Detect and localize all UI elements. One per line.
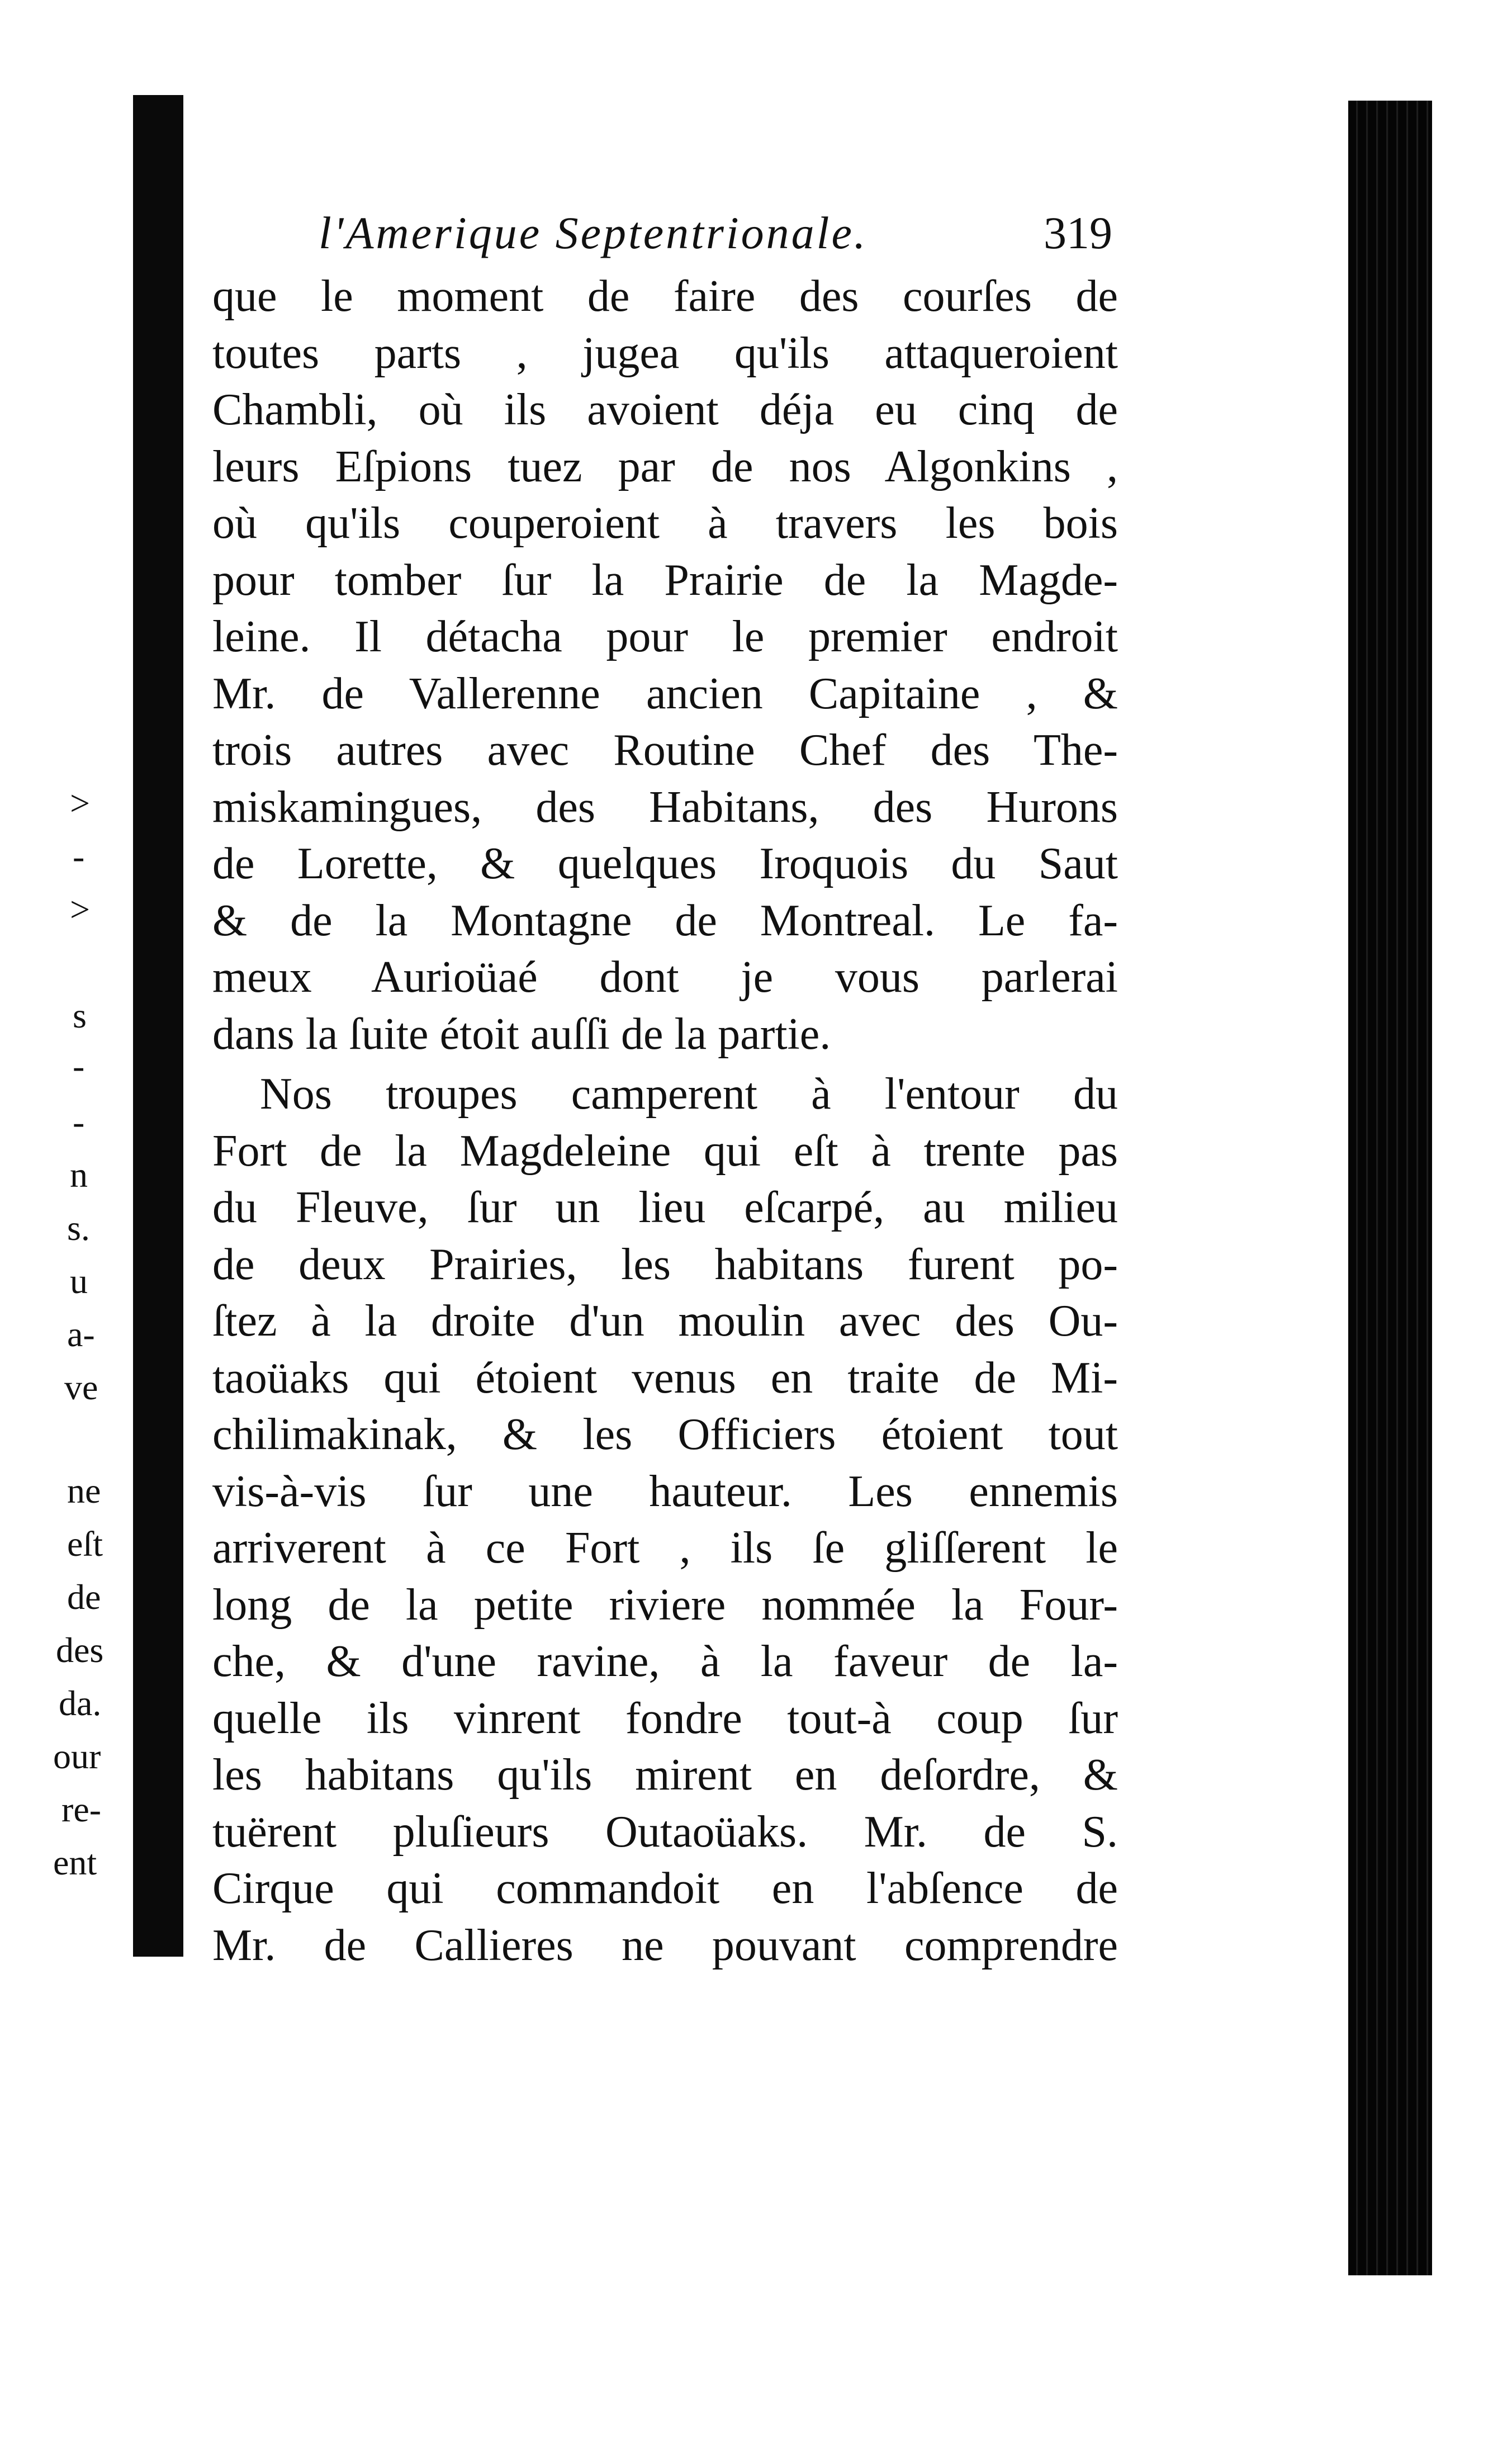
text-line: les habitans qu'ils mirent en deſordre, &: [212, 1750, 1118, 1800]
text-line: pour tomber ſur la Prairie de la Magde-: [212, 555, 1118, 605]
text-line: toutes parts , jugea qu'ils attaqueroient: [212, 328, 1118, 378]
margin-fragment: ne: [67, 1471, 101, 1511]
margin-fragment: -: [73, 836, 85, 876]
margin-fragment: ve: [64, 1367, 98, 1407]
paragraph: [212, 268, 1118, 1063]
text-line: leurs Eſpions tuez par de nos Algonkins ,: [212, 442, 1118, 491]
margin-fragment: a-: [67, 1314, 95, 1354]
text-line: Chambli, où ils avoient déja eu cinq de: [212, 385, 1118, 434]
body-text: [212, 268, 1118, 1974]
text-line: ſtez à la droite d'un moulin avec des Ou-: [212, 1296, 1118, 1346]
page-number: 319: [1044, 207, 1112, 258]
text-line: du Fleuve, ſur un lieu eſcarpé, au milieu: [212, 1183, 1118, 1232]
right-binding-shadow: [1348, 101, 1432, 2275]
margin-fragment: n: [70, 1155, 88, 1195]
text-line: de Lorette, & quelques Iroquois du Saut: [212, 839, 1118, 888]
running-title: l'Amerique Septentrionale.: [319, 207, 868, 258]
book-page: [212, 207, 1118, 1974]
text-line: miskamingues, des Habitans, des Hurons: [212, 782, 1118, 832]
margin-fragment: s.: [67, 1208, 90, 1248]
text-line: meux Aurioüaé dont je vous parlerai: [212, 953, 1118, 1002]
margin-fragment: >: [70, 889, 91, 929]
text-line: taoüaks qui étoient venus en traite de Mi-: [212, 1353, 1118, 1403]
text-line: où qu'ils couperoient à travers les bois: [212, 499, 1118, 548]
paragraph: [212, 1066, 1118, 1974]
text-line: arriverent à ce Fort , ils ſe gliſſerent le: [212, 1523, 1118, 1573]
text-line: leine. Il détacha pour le premier endroit: [212, 612, 1118, 661]
text-line: quelle ils vinrent fondre tout-à coup ſur: [212, 1693, 1118, 1743]
text-line: trois autres avec Routine Chef des The-: [212, 726, 1118, 775]
text-line: chilimakinak, & les Officiers étoient tout: [212, 1410, 1118, 1459]
text-line: Nos troupes camperent à l'entour du: [260, 1069, 1118, 1119]
text-line: que le moment de faire des courſes de: [212, 272, 1118, 321]
text-line: & de la Montagne de Montreal. Le fa-: [212, 896, 1118, 945]
running-header: [212, 207, 1118, 268]
margin-fragment: our: [53, 1736, 101, 1776]
margin-fragment: >: [70, 783, 91, 823]
margin-fragment: de: [67, 1577, 101, 1617]
margin-fragment: des: [56, 1630, 104, 1670]
margin-fragment: da.: [59, 1683, 102, 1723]
text-line: vis-à-vis ſur une hauteur. Les ennemis: [212, 1466, 1118, 1516]
margin-fragment: -: [73, 1046, 85, 1086]
margin-fragment: s: [73, 996, 87, 1035]
text-line: Mr. de Vallerenne ancien Capitaine , &: [212, 669, 1118, 718]
text-line: Mr. de Callieres ne pouvant comprendre: [212, 1920, 1118, 1970]
text-line: de deux Prairies, les habitans furent po-: [212, 1239, 1118, 1289]
margin-fragment: ent: [53, 1843, 97, 1882]
margin-fragment: eſt: [67, 1524, 103, 1564]
text-line: tuërent pluſieurs Outaoüaks. Mr. de S.: [212, 1807, 1118, 1857]
text-line: long de la petite riviere nommée la Four-: [212, 1580, 1118, 1630]
margin-fragment: re-: [61, 1790, 102, 1829]
margin-fragment: u: [70, 1261, 88, 1301]
text-line: dans la ſuite étoit auſſi de la partie.: [212, 1009, 831, 1059]
margin-fragment: -: [73, 1102, 85, 1142]
left-binding-shadow: [133, 95, 183, 1957]
text-line: Cirque qui commandoit en l'abſence de: [212, 1864, 1118, 1913]
text-line: che, & d'une ravine, à la faveur de la-: [212, 1637, 1118, 1686]
text-line: Fort de la Magdeleine qui eſt à trente pas: [212, 1126, 1118, 1176]
